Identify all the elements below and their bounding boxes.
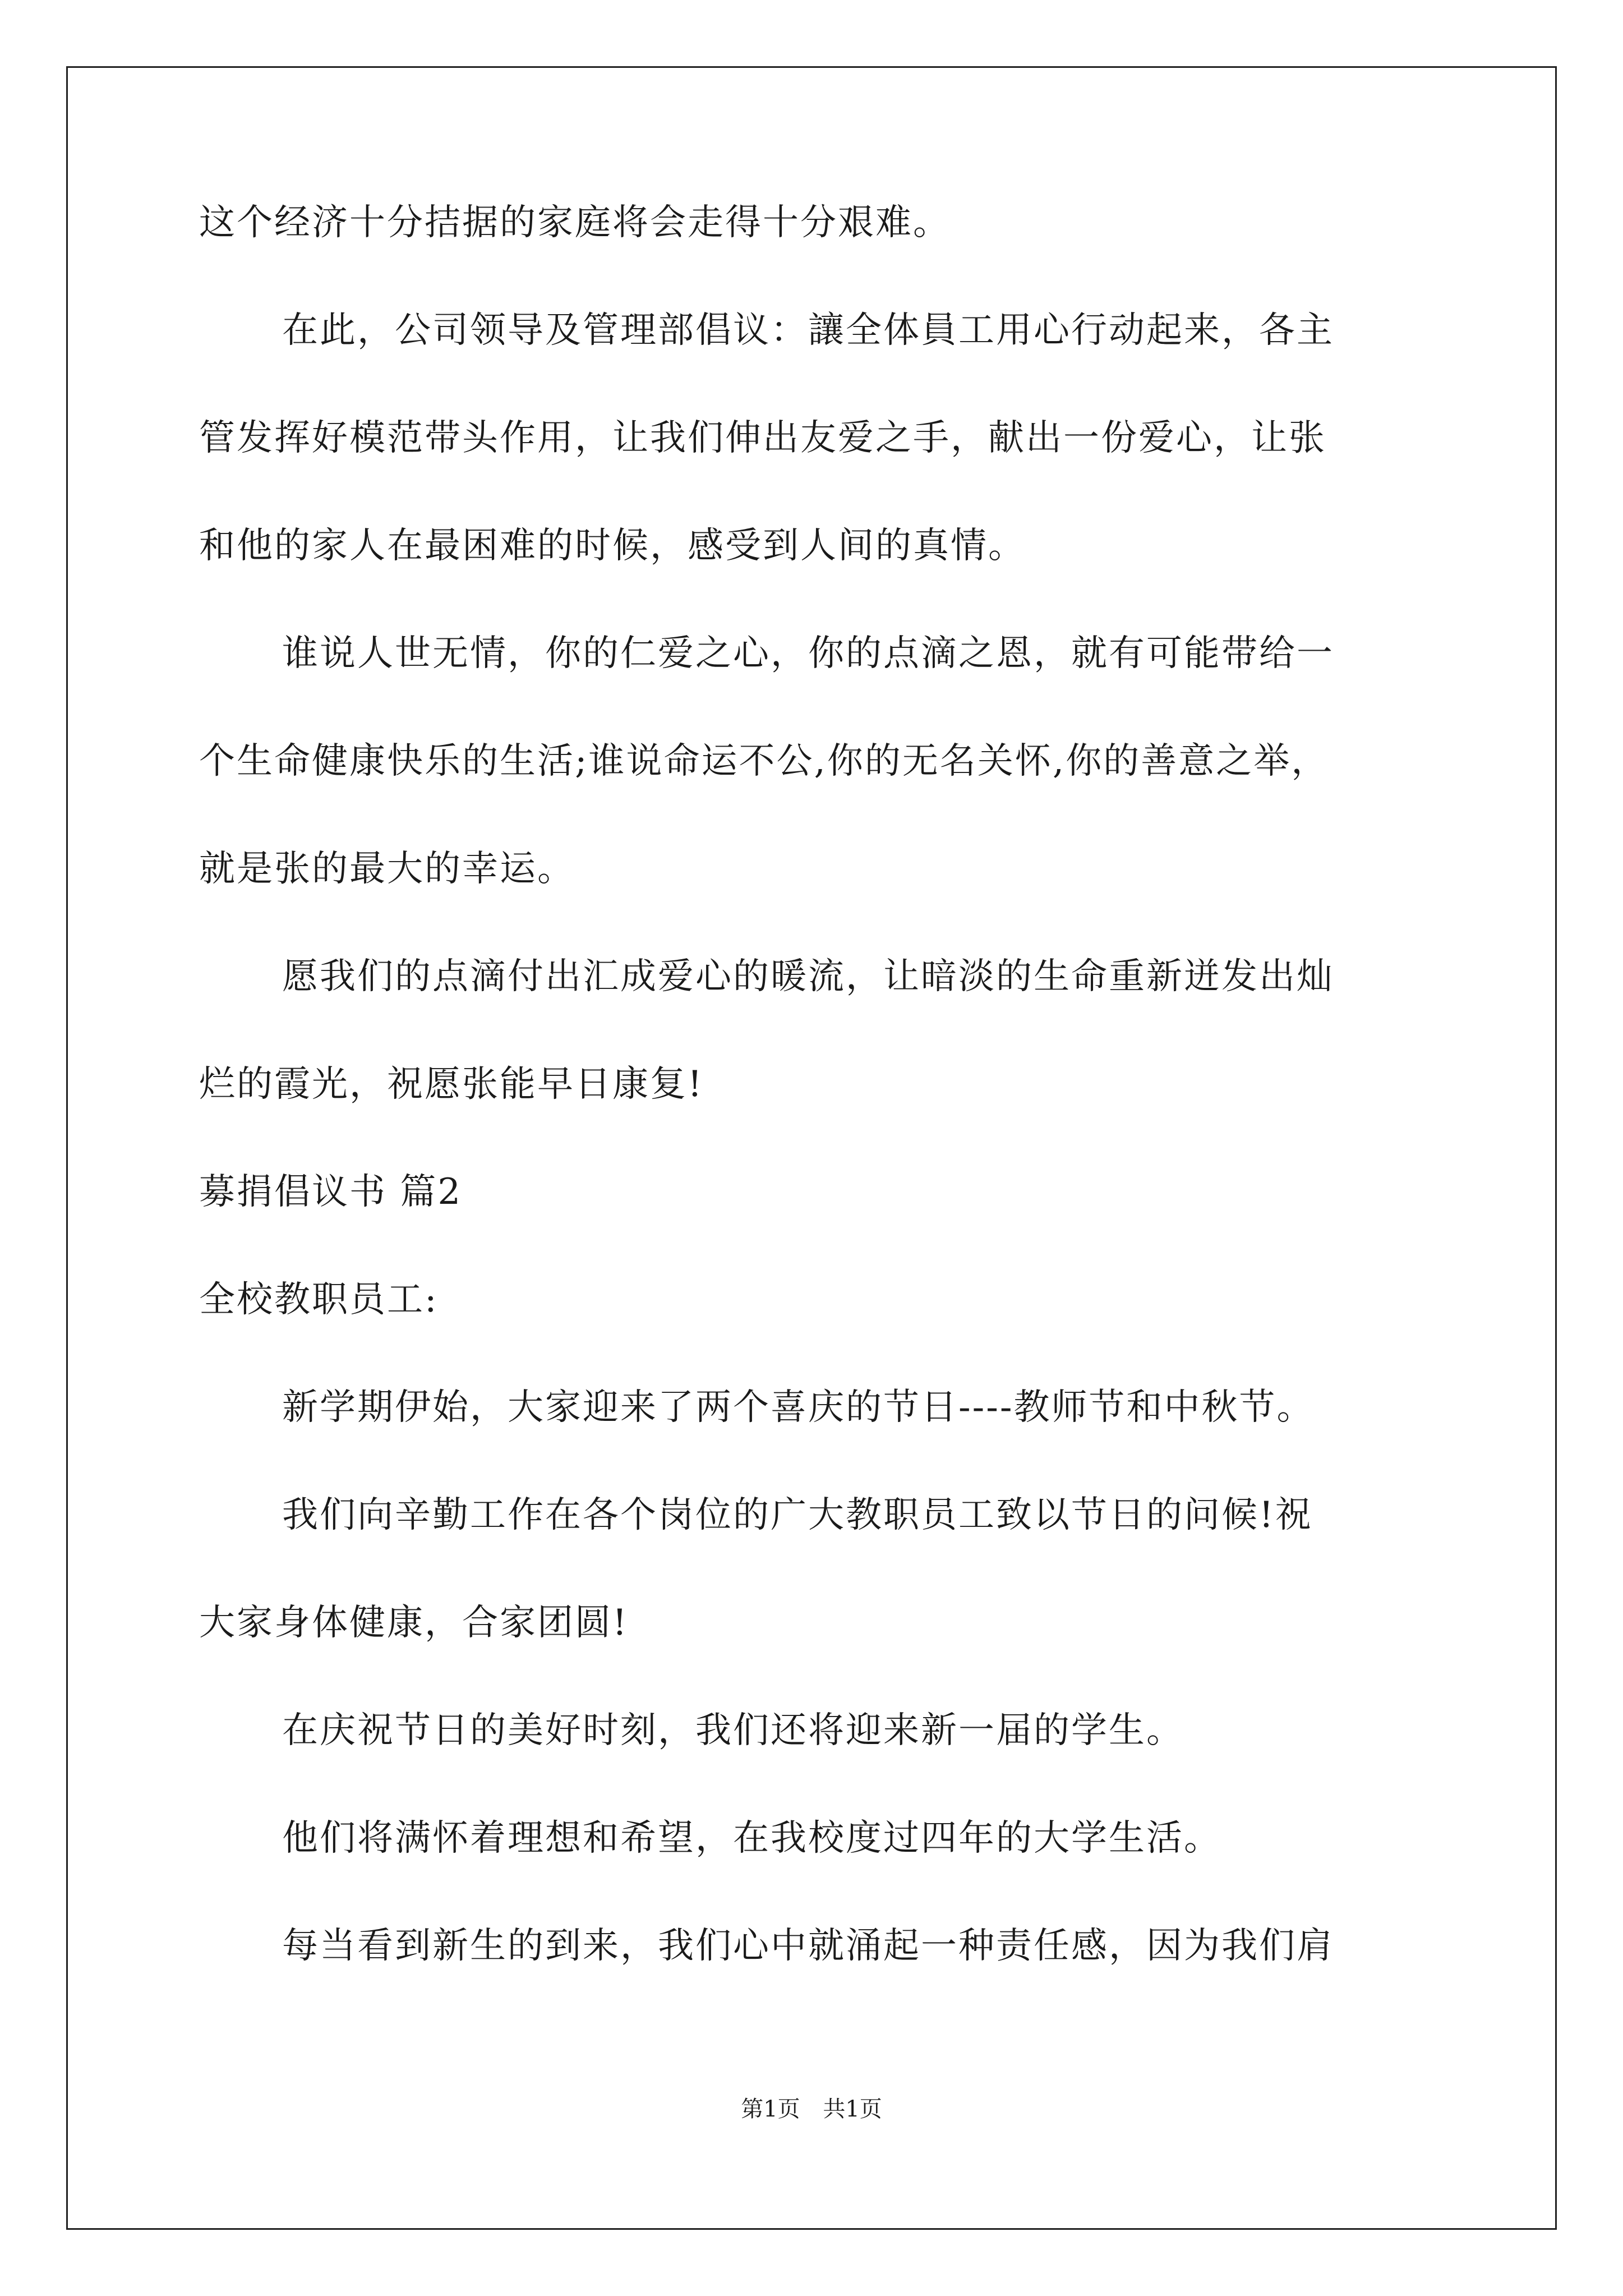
text-line: 就是张的最大的幸运。 <box>199 848 575 890</box>
text-line: 个生命健康快乐的生活;谁说命运不公,你的无名关怀,你的善意之举， <box>199 740 1329 782</box>
text-line: 愿我们的点滴付出汇成爱心的暖流，让暗淡的生命重新迸发出灿 <box>282 956 1334 997</box>
text-line: 谁说人世无情，你的仁爱之心，你的点滴之恩，就有可能带给一 <box>282 633 1334 674</box>
text-line: 我们向辛勤工作在各个岗位的广大教职员工致以节日的问候!祝 <box>282 1494 1313 1536</box>
text-line: 每当看到新生的到来，我们心中就涌起一种责任感，因为我们肩 <box>282 1925 1334 1967</box>
page-total: 共1页 <box>823 2096 882 2122</box>
section-heading: 募捐倡议书 篇2 <box>199 1171 463 1213</box>
text-line: 烂的霞光，祝愿张能早日康复! <box>199 1064 704 1105</box>
salutation: 全校教职员工: <box>199 1279 439 1320</box>
text-line: 大家身体健康，合家团圆! <box>199 1602 629 1644</box>
text-line: 新学期伊始，大家迎来了两个喜庆的节日----教师节和中秋节。 <box>282 1387 1315 1428</box>
text-line: 他们将满怀着理想和希望，在我校度过四年的大学生活。 <box>282 1818 1221 1859</box>
text-line: 和他的家人在最困难的时候，感受到人间的真情。 <box>199 525 1026 567</box>
page-number: 第1页 <box>741 2096 800 2122</box>
text-line: 这个经济十分拮据的家庭将会走得十分艰难。 <box>199 202 951 243</box>
page-footer <box>0 2095 1623 2123</box>
text-line: 在此，公司领导及管理部倡议：讓全体員工用心行动起来，各主 <box>282 310 1334 351</box>
document-body <box>199 202 1427 2033</box>
text-line: 管发挥好模范带头作用，让我们伸出友爱之手，献出一份爱心，让张 <box>199 417 1326 459</box>
text-line: 在庆祝节日的美好时刻，我们还将迎来新一届的学生。 <box>282 1710 1184 1751</box>
